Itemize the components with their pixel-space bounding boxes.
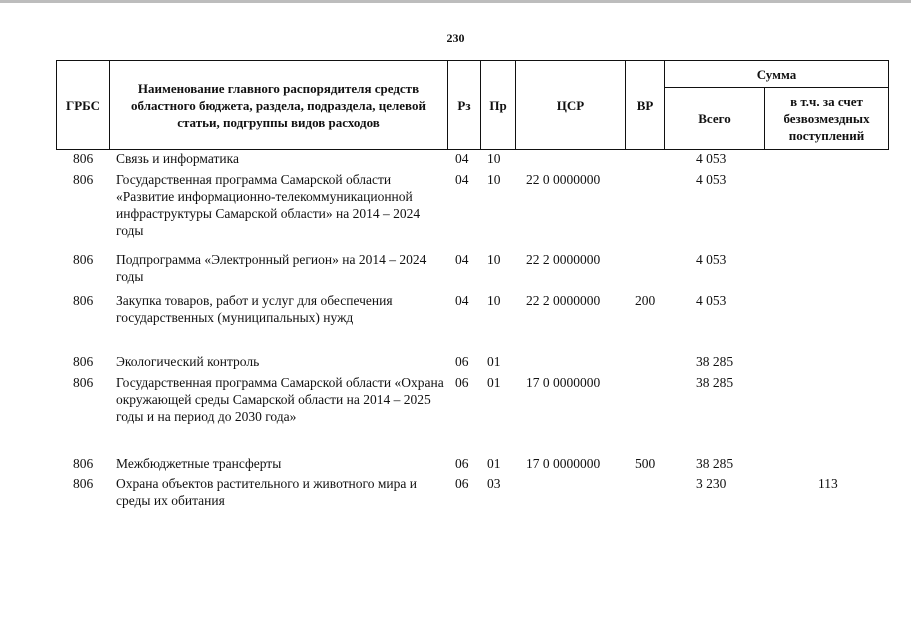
cell-name: Межбюджетные трансферты: [116, 456, 282, 471]
cell-pr: 10: [487, 293, 501, 308]
top-border: [0, 0, 911, 3]
cell-csr: 22 0 0000000: [526, 172, 601, 187]
cell-pr: 03: [487, 476, 501, 491]
cell-rz: 06: [455, 456, 469, 471]
cell-name: Экологический контроль: [116, 354, 260, 369]
header-free: в т.ч. за счет безвозмездных поступлений: [783, 94, 870, 143]
cell-pr: 01: [487, 375, 501, 390]
cell-name: Связь и информатика: [116, 151, 239, 166]
cell-rz: 04: [455, 151, 469, 166]
cell-total: 4 053: [696, 172, 727, 187]
cell-name: Государственная программа Самарской области «Развитие информационно-телекоммуникационной инфраструктуры Самарской области» на 2014 – 2024 годы: [116, 172, 421, 238]
cell-total: 4 053: [696, 293, 727, 308]
cell-pr: 01: [487, 354, 501, 369]
cell-grbs: 806: [73, 172, 94, 187]
cell-vr: 200: [635, 293, 656, 308]
cell-vr: 500: [635, 456, 656, 471]
cell-free: 113: [818, 476, 838, 491]
cell-name: Государственная программа Самарской области «Охрана окружающей среды Самарской области на 2014 – 2025 годы и на период до 2030 года»: [116, 375, 444, 424]
header-csr: ЦСР: [556, 97, 585, 113]
cell-rz: 04: [455, 293, 469, 308]
cell-grbs: 806: [73, 456, 94, 471]
cell-rz: 06: [455, 354, 469, 369]
header-grbs: ГРБС: [65, 97, 101, 113]
cell-grbs: 806: [73, 252, 94, 267]
cell-total: 3 230: [696, 476, 727, 491]
cell-grbs: 806: [73, 476, 94, 491]
header-total: Всего: [698, 111, 731, 126]
cell-csr: 17 0 0000000: [526, 456, 601, 471]
header-sum: Сумма: [756, 66, 797, 82]
cell-total: 38 285: [696, 456, 734, 471]
page-number: 230: [446, 31, 465, 45]
header-name: Наименование главного распорядителя средств областного бюджета, раздела, подраздела, целевой статьи, подгруппы видов расходов: [131, 80, 426, 130]
cell-grbs: 806: [73, 354, 94, 369]
cell-rz: 04: [455, 172, 469, 187]
cell-grbs: 806: [73, 293, 94, 308]
cell-name: Закупка товаров, работ и услуг для обеспечения государственных (муниципальных) нужд: [116, 293, 393, 325]
cell-total: 38 285: [696, 354, 734, 369]
cell-total: 4 053: [696, 252, 727, 267]
cell-pr: 10: [487, 151, 501, 166]
cell-csr: 22 2 0000000: [526, 293, 601, 308]
cell-csr: 17 0 0000000: [526, 375, 601, 390]
cell-pr: 10: [487, 172, 501, 187]
cell-rz: 04: [455, 252, 469, 267]
cell-grbs: 806: [73, 375, 94, 390]
header-pr: Пр: [489, 97, 507, 113]
cell-grbs: 806: [73, 151, 94, 166]
cell-name: Подпрограмма «Электронный регион» на 2014 – 2024 годы: [116, 252, 427, 284]
cell-csr: 22 2 0000000: [526, 252, 601, 267]
cell-rz: 06: [455, 375, 469, 390]
cell-rz: 06: [455, 476, 469, 491]
cell-name: Охрана объектов растительного и животного мира и среды их обитания: [116, 476, 417, 508]
cell-total: 4 053: [696, 151, 727, 166]
cell-pr: 01: [487, 456, 501, 471]
cell-pr: 10: [487, 252, 501, 267]
header-rz: Рз: [457, 97, 471, 113]
cell-total: 38 285: [696, 375, 734, 390]
header-vr: ВР: [636, 97, 654, 113]
